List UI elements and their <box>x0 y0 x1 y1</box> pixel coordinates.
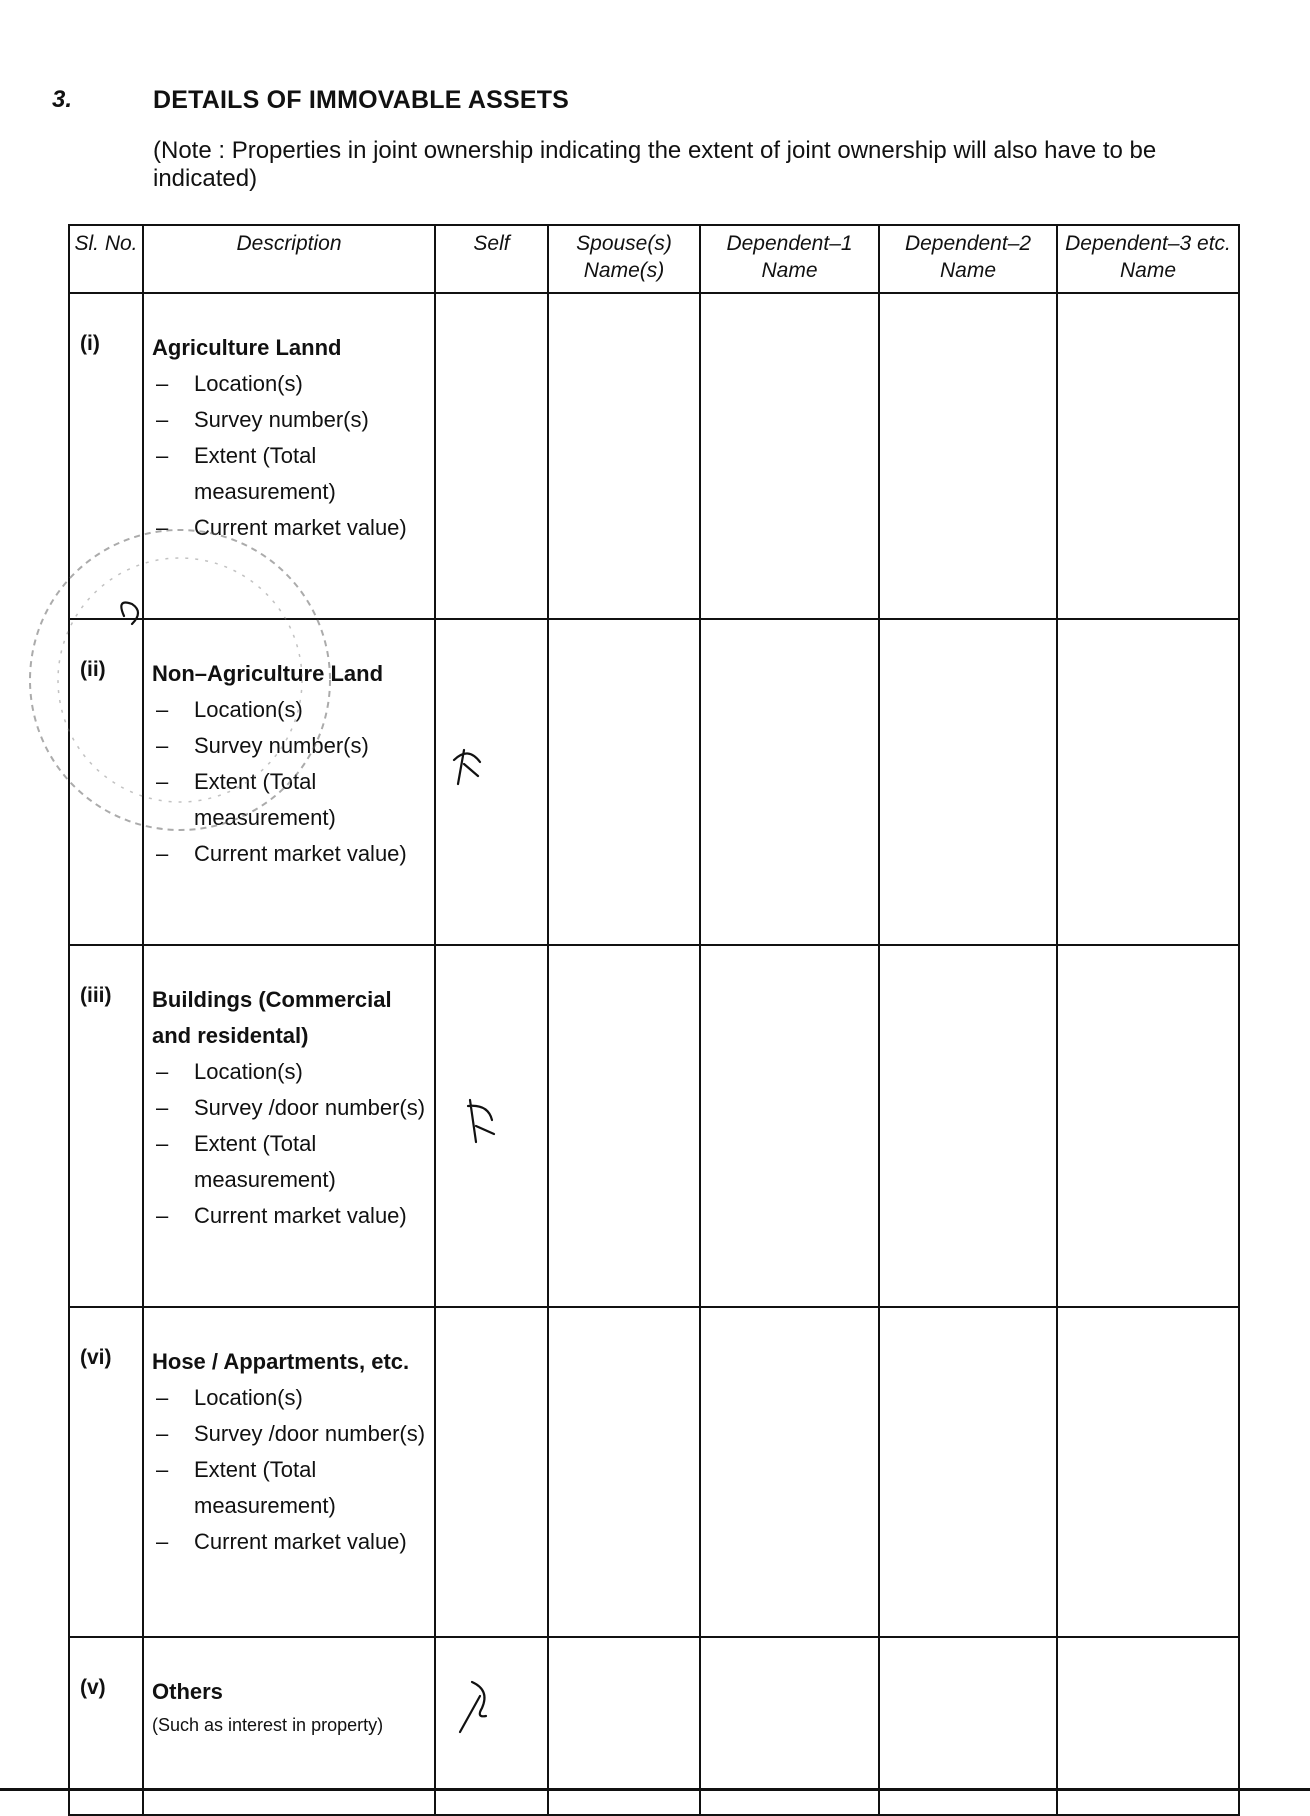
item-text: Extent (Total measurement) <box>194 769 336 830</box>
cell-dependent-3 <box>1057 619 1239 945</box>
list-item <box>152 510 428 546</box>
list-item <box>152 836 428 872</box>
item-text: Location(s) <box>194 1385 303 1410</box>
section-title: DETAILS OF IMMOVABLE ASSETS <box>153 86 570 114</box>
handwritten-mark-icon <box>450 740 490 788</box>
item-text: Location(s) <box>194 371 303 396</box>
item-text: Survey /door number(s) <box>194 1421 426 1446</box>
list-item <box>152 1126 428 1198</box>
row-sl-no: (ii) <box>69 619 143 945</box>
header-dependent-1: Dependent–1 Name <box>700 225 879 293</box>
list-item <box>152 1380 428 1416</box>
cell-dependent-2 <box>879 619 1057 945</box>
section-number: 3. <box>52 86 73 113</box>
cell-dependent-3 <box>1057 945 1239 1307</box>
row-sl-no: (i) <box>69 293 143 619</box>
list-item <box>152 764 428 836</box>
dash: – <box>156 733 169 758</box>
list-item <box>152 692 428 728</box>
item-text: Current market value) <box>194 1529 407 1554</box>
dash: – <box>156 371 169 396</box>
row-description <box>143 1307 435 1637</box>
table-row <box>69 945 1239 1307</box>
row-title: Buildings (Commercial and residental) <box>152 987 392 1048</box>
row-description <box>143 619 435 945</box>
handwritten-mark-icon <box>456 1676 498 1736</box>
row-sl-no: (vi) <box>69 1307 143 1637</box>
cell-dependent-1 <box>700 1307 879 1637</box>
item-text: Extent (Total measurement) <box>194 1131 336 1192</box>
list-item <box>152 1198 428 1234</box>
cell-spouse <box>548 619 700 945</box>
table-row <box>69 619 1239 945</box>
cell-spouse <box>548 293 700 619</box>
cell-dependent-1 <box>700 293 879 619</box>
item-text: Current market value) <box>194 515 407 540</box>
dash: – <box>156 1131 169 1156</box>
item-text: Current market value) <box>194 841 407 866</box>
table-header-row <box>69 225 1239 293</box>
item-text: Survey number(s) <box>194 407 369 432</box>
bottom-rule <box>0 1788 1310 1791</box>
cell-spouse <box>548 1307 700 1637</box>
section-note: (Note : Properties in joint ownership indicating the extent of joint ownership will also have to be indicated) <box>153 137 1157 192</box>
row-sl-no: (v) <box>69 1637 143 1815</box>
header-dependent-3: Dependent–3 etc. Name <box>1057 225 1239 293</box>
list-item <box>152 1054 428 1090</box>
item-text: Survey number(s) <box>194 733 369 758</box>
row-sl-no: (iii) <box>69 945 143 1307</box>
dash: – <box>156 1095 169 1120</box>
row-description <box>143 945 435 1307</box>
dash: – <box>156 1421 169 1446</box>
item-text: Current market value) <box>194 1203 407 1228</box>
item-text: Extent (Total measurement) <box>194 443 336 504</box>
list-item <box>152 438 428 510</box>
row-title: Others <box>152 1679 223 1704</box>
header-spouse: Spouse(s) Name(s) <box>548 225 700 293</box>
cell-self <box>435 619 548 945</box>
cell-dependent-2 <box>879 293 1057 619</box>
list-item <box>152 1452 428 1524</box>
cell-self <box>435 1307 548 1637</box>
dash: – <box>156 1385 169 1410</box>
row-title: Non–Agriculture Land <box>152 661 384 686</box>
table-row <box>69 293 1239 619</box>
list-item <box>152 1090 428 1126</box>
header-description: Description <box>143 225 435 293</box>
cell-dependent-2 <box>879 945 1057 1307</box>
cell-dependent-2 <box>879 1307 1057 1637</box>
item-text: Survey /door number(s) <box>194 1095 426 1120</box>
cell-dependent-1 <box>700 619 879 945</box>
cell-dependent-3 <box>1057 1307 1239 1637</box>
cell-self <box>435 293 548 619</box>
table-row <box>69 1307 1239 1637</box>
item-text: Extent (Total measurement) <box>194 1457 336 1518</box>
dash: – <box>156 443 169 468</box>
list-item <box>152 402 428 438</box>
row-description <box>143 293 435 619</box>
dash: – <box>156 769 169 794</box>
cell-self <box>435 945 548 1307</box>
handwritten-mark-icon <box>464 1096 504 1146</box>
row-title: Agriculture Lannd <box>152 335 342 360</box>
list-item <box>152 1416 428 1452</box>
cell-spouse <box>548 945 700 1307</box>
dash: – <box>156 1529 169 1554</box>
header-dependent-2: Dependent–2 Name <box>879 225 1057 293</box>
dash: – <box>156 841 169 866</box>
cell-dependent-1 <box>700 945 879 1307</box>
list-item <box>152 728 428 764</box>
dash: – <box>156 515 169 540</box>
dash: – <box>156 1203 169 1228</box>
header-sl-no: Sl. No. <box>69 225 143 293</box>
header-self: Self <box>435 225 548 293</box>
immovable-assets-table <box>68 224 1240 1816</box>
dash: – <box>156 1059 169 1084</box>
item-text: Location(s) <box>194 697 303 722</box>
list-item <box>152 1524 428 1560</box>
item-text: Location(s) <box>194 1059 303 1084</box>
dash: – <box>156 697 169 722</box>
list-item <box>152 366 428 402</box>
dash: – <box>156 407 169 432</box>
dash: – <box>156 1457 169 1482</box>
row-title: Hose / Appartments, etc. <box>152 1349 410 1374</box>
cell-dependent-3 <box>1057 293 1239 619</box>
row-subtitle: (Such as interest in property) <box>152 1715 384 1735</box>
